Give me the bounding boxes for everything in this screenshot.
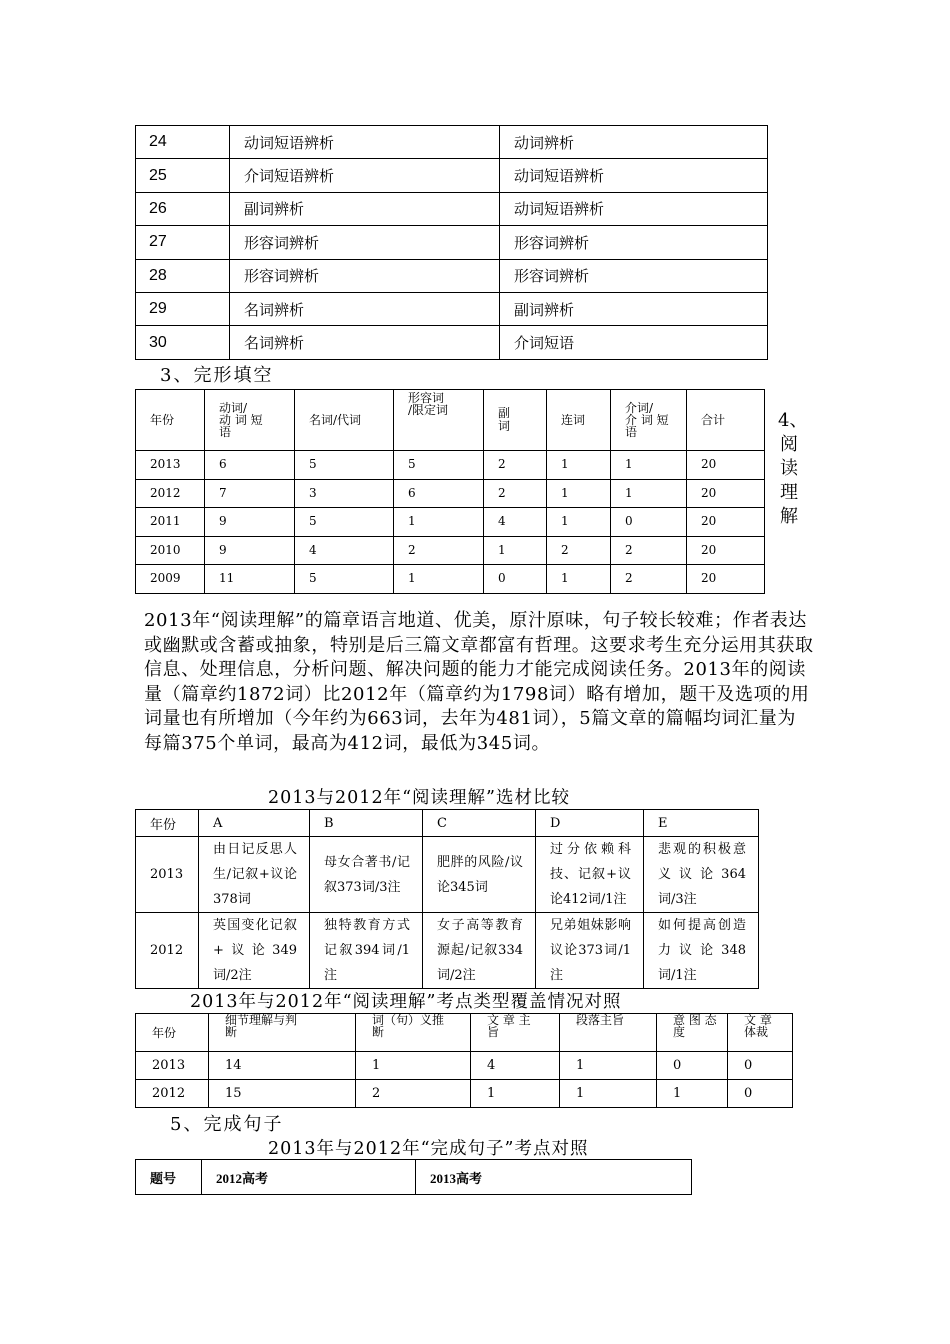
cell: 1 <box>657 1080 728 1108</box>
cell: 2 <box>394 536 484 565</box>
cell: 1 <box>547 479 611 508</box>
cell: 20 <box>687 536 765 565</box>
cell-2012: 形容词辨析 <box>230 259 500 292</box>
table-header-row <box>136 1160 692 1195</box>
cell: 女子高等教育源起/记叙334词/2注 <box>423 913 536 989</box>
header-cell: A <box>199 810 310 837</box>
header-cell: 年份 <box>136 1014 209 1052</box>
cell: 2010 <box>136 536 205 565</box>
cell-2013: 动词辨析 <box>500 126 768 159</box>
cell: 5 <box>295 451 394 480</box>
table-row <box>136 451 765 480</box>
header-cell: D <box>536 810 644 837</box>
cell: 4 <box>471 1052 560 1080</box>
cell: 5 <box>295 508 394 537</box>
table-header-row <box>136 810 759 837</box>
cell: 11 <box>205 565 295 594</box>
header-cell: 文 章 体裁 <box>728 1014 793 1052</box>
cell: 2012 <box>136 479 205 508</box>
table-row <box>136 837 759 913</box>
section-4-title: 4、 阅 读 理 解 <box>778 410 808 527</box>
cell: 7 <box>205 479 295 508</box>
cell: 悲观的积极意义议论364词/3注 <box>644 837 759 913</box>
section-3-title: 3、完形填空 <box>160 365 274 386</box>
table-row <box>136 1052 793 1080</box>
header-cell: 合计 <box>687 390 765 451</box>
cell: 14 <box>209 1052 356 1080</box>
cell: 0 <box>728 1052 793 1080</box>
header-cell: 形容词 /限定词 <box>394 390 484 451</box>
table-cloze-stats <box>135 389 765 594</box>
header-cell: C <box>423 810 536 837</box>
cell: 20 <box>687 565 765 594</box>
header-cell: 介词/ 介 词 短 语 <box>611 390 687 451</box>
header-cell: 2013高考 <box>416 1160 692 1195</box>
cell: 1 <box>547 508 611 537</box>
header-cell: 段落主旨 <box>560 1014 657 1052</box>
cell: 1 <box>560 1052 657 1080</box>
cell: 0 <box>657 1052 728 1080</box>
table-row <box>136 565 765 594</box>
header-cell: 2012高考 <box>202 1160 416 1195</box>
table-row <box>136 913 759 989</box>
cell: 1 <box>394 565 484 594</box>
table-row <box>136 1080 793 1108</box>
cell: 0 <box>611 508 687 537</box>
cell: 4 <box>484 508 547 537</box>
cell: 2013 <box>136 451 205 480</box>
cell: 20 <box>687 508 765 537</box>
cell: 由日记反思人生/记叙+议论378词 <box>199 837 310 913</box>
table-row <box>136 126 768 159</box>
header-cell: B <box>310 810 423 837</box>
cell: 4 <box>295 536 394 565</box>
question-number: 26 <box>136 192 230 225</box>
cell: 母女合著书/记叙373词/3注 <box>310 837 423 913</box>
cell: 肥胖的风险/议论345词 <box>423 837 536 913</box>
cell: 1 <box>484 536 547 565</box>
cell-2012: 名词辨析 <box>230 326 500 359</box>
cell: 5 <box>295 565 394 594</box>
cell-2012: 动词短语辨析 <box>230 126 500 159</box>
cell: 1 <box>611 451 687 480</box>
question-number: 27 <box>136 226 230 259</box>
cell: 0 <box>484 565 547 594</box>
cell: 2 <box>547 536 611 565</box>
header-cell: 文 章 主 旨 <box>471 1014 560 1052</box>
cell: 5 <box>394 451 484 480</box>
question-number: 25 <box>136 159 230 192</box>
cell: 20 <box>687 479 765 508</box>
header-cell: 年份 <box>136 390 205 451</box>
header-cell: 名词/代词 <box>295 390 394 451</box>
cell: 9 <box>205 536 295 565</box>
cell: 1 <box>547 565 611 594</box>
cell: 1 <box>560 1080 657 1108</box>
cell: 2 <box>611 536 687 565</box>
table-row <box>136 479 765 508</box>
cell: 1 <box>611 479 687 508</box>
question-number: 29 <box>136 292 230 325</box>
cell: 1 <box>471 1080 560 1108</box>
question-number: 30 <box>136 326 230 359</box>
section-5-title: 5、完成句子 <box>170 1114 284 1135</box>
cell: 6 <box>394 479 484 508</box>
table-reading-coverage <box>135 1013 793 1108</box>
cell: 1 <box>394 508 484 537</box>
table-header-row <box>136 390 765 451</box>
cell-2013: 动词短语辨析 <box>500 192 768 225</box>
cell: 3 <box>295 479 394 508</box>
header-cell: 动词/ 动 词 短 语 <box>205 390 295 451</box>
reading-paragraph: 2013年“阅读理解”的篇章语言地道、优美，原汁原味，句子较长较难；作者表达或幽默或含蓄或抽象，特别是后三篇文章都富有哲理。这要求考生充分运用其获取信息、处理信息，分析问题、解决问题的能力才能完成阅读任务。2013年的阅读量（篇章约1872词）比2012年（篇章约为1798词）略有增加，题干及选项的用词量也有所增加（今年约为663词，去年为481词），5篇文章的篇幅均词汇量为每篇375个单词，最高为412词，最低为345词。 <box>144 610 814 754</box>
header-cell: 意 图 态 度 <box>657 1014 728 1052</box>
cell: 2013 <box>136 1052 209 1080</box>
cell: 1 <box>547 451 611 480</box>
cell: 20 <box>687 451 765 480</box>
cell-2013: 形容词辨析 <box>500 226 768 259</box>
table-sentence-completion <box>135 1159 692 1195</box>
cell-2013: 介词短语 <box>500 326 768 359</box>
header-cell: 年份 <box>136 810 199 837</box>
header-cell: 细节理解与判 断 <box>209 1014 356 1052</box>
table-row <box>136 536 765 565</box>
cell: 独特教育方式记叙394词/1注 <box>310 913 423 989</box>
cell-2012: 名词辨析 <box>230 292 500 325</box>
table-row <box>136 192 768 225</box>
cell-2012: 形容词辨析 <box>230 226 500 259</box>
cell: 2 <box>356 1080 471 1108</box>
header-cell: 副 词 <box>484 390 547 451</box>
cell-2013: 形容词辨析 <box>500 259 768 292</box>
header-cell: E <box>644 810 759 837</box>
cell-2013: 副词辨析 <box>500 292 768 325</box>
cell: 2 <box>484 451 547 480</box>
caption-reading-coverage: 2013年与2012年“阅读理解”考点类型覆盖情况对照 <box>190 992 622 1012</box>
table-header-row <box>136 1014 793 1052</box>
table-word-analysis <box>135 125 768 360</box>
cell: 如何提高创造力议论348词/1注 <box>644 913 759 989</box>
cell: 2 <box>611 565 687 594</box>
table-row <box>136 292 768 325</box>
question-number: 24 <box>136 126 230 159</box>
cell: 英国变化记叙+议论349词/2注 <box>199 913 310 989</box>
cell: 2013 <box>136 837 199 913</box>
cell: 兄弟姐妹影响议论373词/1注 <box>536 913 644 989</box>
cell: 1 <box>356 1052 471 1080</box>
cell-2013: 动词短语辨析 <box>500 159 768 192</box>
cell-2012: 副词辨析 <box>230 192 500 225</box>
cell: 2009 <box>136 565 205 594</box>
cell: 2011 <box>136 508 205 537</box>
cell: 2012 <box>136 1080 209 1108</box>
header-cell: 词（句）义推 断 <box>356 1014 471 1052</box>
table-row <box>136 326 768 359</box>
table-row <box>136 226 768 259</box>
table-row <box>136 159 768 192</box>
cell-2012: 介词短语辨析 <box>230 159 500 192</box>
cell: 9 <box>205 508 295 537</box>
table-row <box>136 508 765 537</box>
table-reading-materials <box>135 809 759 989</box>
header-cell: 连词 <box>547 390 611 451</box>
cell: 0 <box>728 1080 793 1108</box>
cell: 2 <box>484 479 547 508</box>
table-row <box>136 259 768 292</box>
question-number: 28 <box>136 259 230 292</box>
cell: 2012 <box>136 913 199 989</box>
header-cell: 题号 <box>136 1160 202 1195</box>
caption-reading-materials: 2013与2012年“阅读理解”选材比较 <box>268 788 570 808</box>
cell: 15 <box>209 1080 356 1108</box>
cell: 6 <box>205 451 295 480</box>
cell: 过分依赖科技、记叙+议论412词/1注 <box>536 837 644 913</box>
caption-sentence-completion: 2013年与2012年“完成句子”考点对照 <box>268 1139 589 1159</box>
